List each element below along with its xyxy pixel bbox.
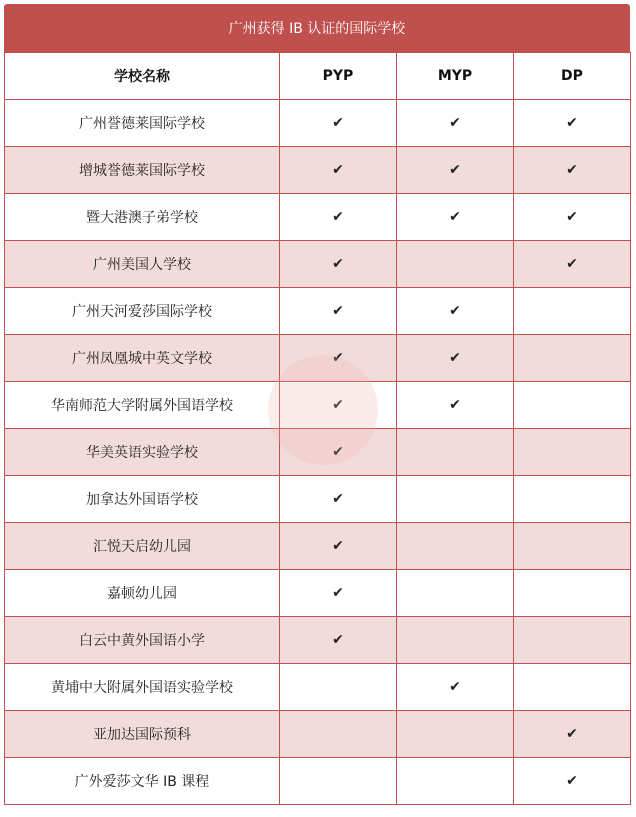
dp-check-cell: ✔ xyxy=(514,758,631,805)
table-row xyxy=(5,429,631,476)
table-row xyxy=(5,711,631,758)
table-row xyxy=(5,147,631,194)
pyp-check-cell: ✔ xyxy=(280,429,397,476)
school-name-cell: 加拿达外国语学校 xyxy=(5,476,280,523)
table-title: 广州获得 IB 认证的国际学校 xyxy=(4,4,630,52)
myp-check-cell xyxy=(397,476,514,523)
dp-check-cell: ✔ xyxy=(514,100,631,147)
school-name-cell: 汇悦天启幼儿园 xyxy=(5,523,280,570)
myp-check-cell: ✔ xyxy=(397,335,514,382)
dp-check-cell xyxy=(514,476,631,523)
pyp-check-cell: ✔ xyxy=(280,570,397,617)
pyp-check-cell: ✔ xyxy=(280,288,397,335)
myp-check-cell xyxy=(397,429,514,476)
dp-check-cell xyxy=(514,382,631,429)
dp-check-cell xyxy=(514,664,631,711)
table-row xyxy=(5,382,631,429)
column-header-dp: DP xyxy=(514,53,631,100)
header-row xyxy=(5,53,631,100)
school-name-cell: 广州凤凰城中英文学校 xyxy=(5,335,280,382)
dp-check-cell xyxy=(514,335,631,382)
table-row xyxy=(5,617,631,664)
table-row xyxy=(5,758,631,805)
table-row xyxy=(5,100,631,147)
dp-check-cell xyxy=(514,523,631,570)
school-name-cell: 白云中黄外国语小学 xyxy=(5,617,280,664)
pyp-check-cell: ✔ xyxy=(280,335,397,382)
school-name-cell: 华美英语实验学校 xyxy=(5,429,280,476)
myp-check-cell: ✔ xyxy=(397,382,514,429)
dp-check-cell: ✔ xyxy=(514,241,631,288)
school-name-cell: 华南师范大学附属外国语学校 xyxy=(5,382,280,429)
school-name-cell: 广外爱莎文华 IB 课程 xyxy=(5,758,280,805)
school-name-cell: 广州天河爱莎国际学校 xyxy=(5,288,280,335)
myp-check-cell: ✔ xyxy=(397,194,514,241)
dp-check-cell: ✔ xyxy=(514,194,631,241)
pyp-check-cell: ✔ xyxy=(280,241,397,288)
ib-schools-table xyxy=(4,52,631,805)
school-name-cell: 广州美国人学校 xyxy=(5,241,280,288)
pyp-check-cell: ✔ xyxy=(280,382,397,429)
pyp-check-cell: ✔ xyxy=(280,100,397,147)
table-row xyxy=(5,476,631,523)
myp-check-cell xyxy=(397,617,514,664)
table-row xyxy=(5,194,631,241)
myp-check-cell xyxy=(397,758,514,805)
pyp-check-cell xyxy=(280,711,397,758)
school-name-cell: 增城誉德莱国际学校 xyxy=(5,147,280,194)
pyp-check-cell: ✔ xyxy=(280,523,397,570)
myp-check-cell xyxy=(397,570,514,617)
school-name-cell: 广州誉德莱国际学校 xyxy=(5,100,280,147)
pyp-check-cell: ✔ xyxy=(280,476,397,523)
table-row xyxy=(5,335,631,382)
school-name-cell: 嘉顿幼儿园 xyxy=(5,570,280,617)
table-row xyxy=(5,523,631,570)
dp-check-cell xyxy=(514,570,631,617)
column-header-pyp: PYP xyxy=(280,53,397,100)
dp-check-cell xyxy=(514,617,631,664)
table-row xyxy=(5,570,631,617)
table-row xyxy=(5,288,631,335)
dp-check-cell xyxy=(514,429,631,476)
school-name-cell: 暨大港澳子弟学校 xyxy=(5,194,280,241)
myp-check-cell xyxy=(397,711,514,758)
pyp-check-cell xyxy=(280,758,397,805)
myp-check-cell: ✔ xyxy=(397,288,514,335)
table-row xyxy=(5,241,631,288)
myp-check-cell: ✔ xyxy=(397,147,514,194)
dp-check-cell: ✔ xyxy=(514,147,631,194)
school-name-cell: 亚加达国际预科 xyxy=(5,711,280,758)
pyp-check-cell: ✔ xyxy=(280,617,397,664)
table-row xyxy=(5,664,631,711)
dp-check-cell xyxy=(514,288,631,335)
dp-check-cell: ✔ xyxy=(514,711,631,758)
column-header-school-name: 学校名称 xyxy=(5,53,280,100)
school-name-cell: 黄埔中大附属外国语实验学校 xyxy=(5,664,280,711)
pyp-check-cell: ✔ xyxy=(280,147,397,194)
myp-check-cell xyxy=(397,523,514,570)
table-body xyxy=(5,100,631,805)
myp-check-cell: ✔ xyxy=(397,664,514,711)
column-header-myp: MYP xyxy=(397,53,514,100)
myp-check-cell: ✔ xyxy=(397,100,514,147)
pyp-check-cell xyxy=(280,664,397,711)
pyp-check-cell: ✔ xyxy=(280,194,397,241)
myp-check-cell xyxy=(397,241,514,288)
